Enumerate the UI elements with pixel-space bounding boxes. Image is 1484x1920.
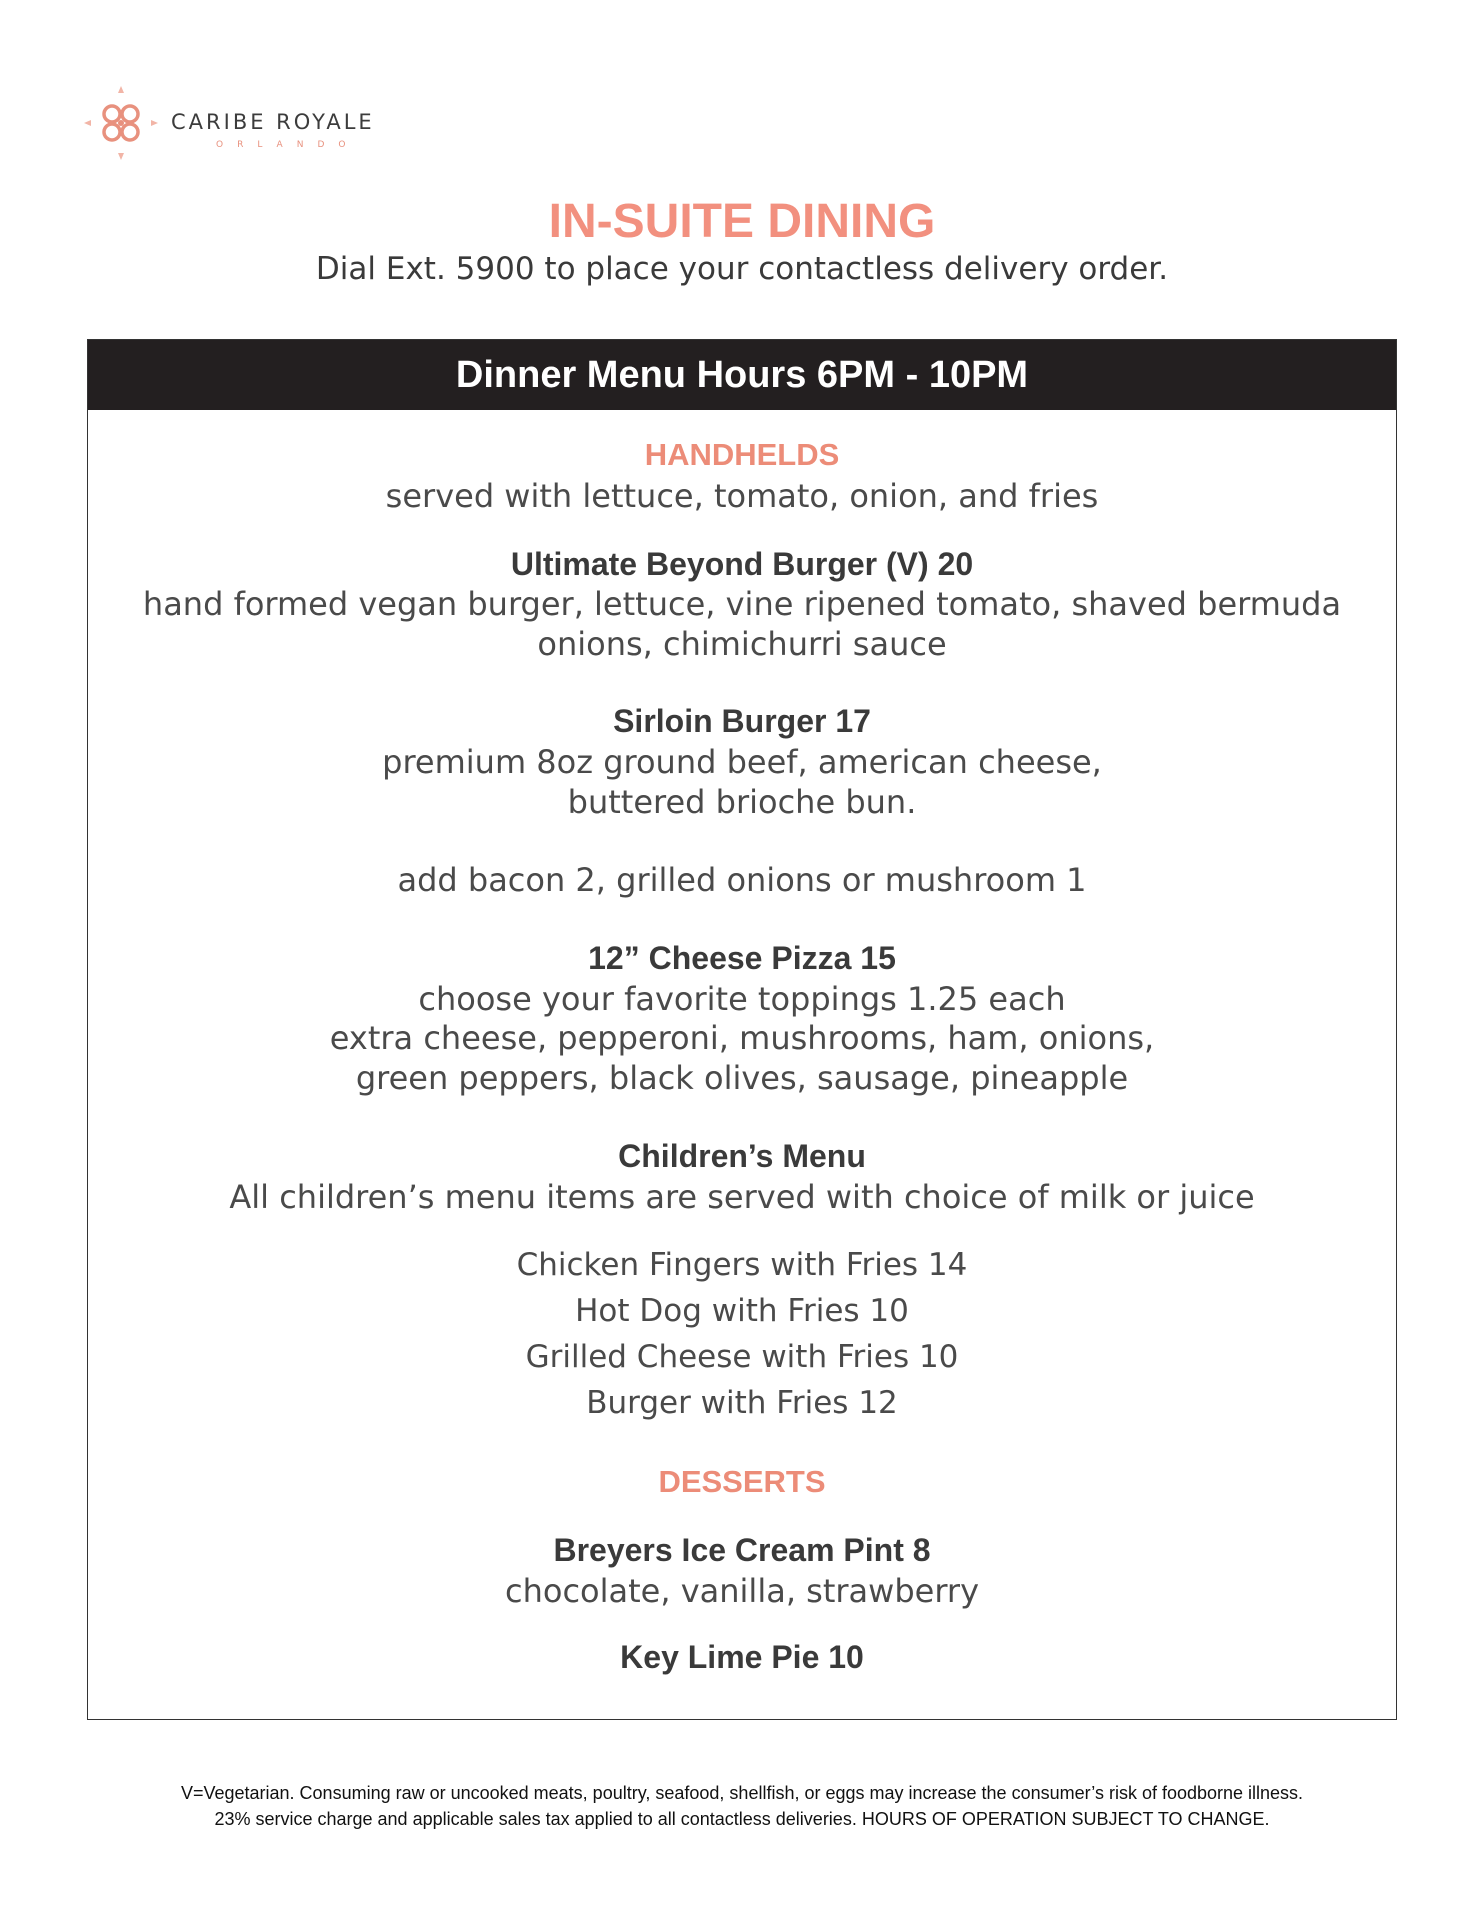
sirloin-burger-desc-2: buttered brioche bun. bbox=[567, 783, 917, 821]
pizza-desc-1: choose your favorite toppings 1.25 each bbox=[418, 980, 1066, 1018]
brand-name: CARIBE ROYALE bbox=[171, 110, 375, 134]
pizza-name: 12” Cheese Pizza 15 bbox=[588, 940, 896, 976]
brand-logo bbox=[84, 86, 424, 160]
brand-location: ORLANDO bbox=[216, 140, 360, 150]
pizza-desc-2: extra cheese, pepperoni, mushrooms, ham, onions, bbox=[329, 1019, 1155, 1057]
desserts-heading: DESSERTS bbox=[658, 1464, 826, 1499]
kids-item: Grilled Cheese with Fries 10 bbox=[525, 1339, 959, 1375]
swirl-compass-icon bbox=[84, 86, 158, 160]
childrens-menu-heading: Children’s Menu bbox=[618, 1138, 866, 1174]
page-title: IN-SUITE DINING bbox=[548, 195, 936, 248]
beyond-burger-desc-1: hand formed vegan burger, lettuce, vine ripened tomato, shaved bermuda bbox=[142, 585, 1342, 623]
pizza-desc-3: green peppers, black olives, sausage, pineapple bbox=[355, 1059, 1129, 1097]
kids-item: Hot Dog with Fries 10 bbox=[575, 1293, 909, 1329]
sirloin-burger-desc-1: premium 8oz ground beef, american cheese, bbox=[382, 743, 1102, 781]
kids-item: Burger with Fries 12 bbox=[586, 1385, 898, 1421]
handhelds-heading: HANDHELDS bbox=[644, 437, 840, 472]
kids-item: Chicken Fingers with Fries 14 bbox=[516, 1247, 968, 1283]
key-lime-pie-name: Key Lime Pie 10 bbox=[620, 1639, 864, 1675]
menu-hours-header: Dinner Menu Hours 6PM - 10PM bbox=[88, 340, 1396, 410]
handhelds-note: served with lettuce, tomato, onion, and fries bbox=[385, 477, 1099, 515]
sirloin-burger-name: Sirloin Burger 17 bbox=[613, 703, 871, 739]
footer-disclaimer: V=Vegetarian. Consuming raw or uncooked meats, poultry, seafood, shellfish, or eggs may increase the consumer’s risk of foodborne illness. bbox=[180, 1783, 1304, 1803]
page-subtitle: Dial Ext. 5900 to place your contactless delivery order. bbox=[315, 251, 1169, 287]
childrens-menu-note: All children’s menu items are served with choice of milk or juice bbox=[229, 1178, 1255, 1216]
dinner-menu bbox=[87, 339, 1397, 1720]
footer-service-charge: 23% service charge and applicable sales tax applied to all contactless deliveries. HOURS OF OPERATION SUBJECT TO CHANGE. bbox=[214, 1809, 1270, 1829]
beyond-burger-desc-2: onions, chimichurri sauce bbox=[537, 625, 947, 663]
sirloin-burger-addons: add bacon 2, grilled onions or mushroom 1 bbox=[397, 861, 1087, 899]
ice-cream-desc: chocolate, vanilla, strawberry bbox=[505, 1572, 979, 1610]
beyond-burger-name: Ultimate Beyond Burger (V) 20 bbox=[510, 546, 974, 582]
ice-cream-name: Breyers Ice Cream Pint 8 bbox=[553, 1532, 931, 1568]
